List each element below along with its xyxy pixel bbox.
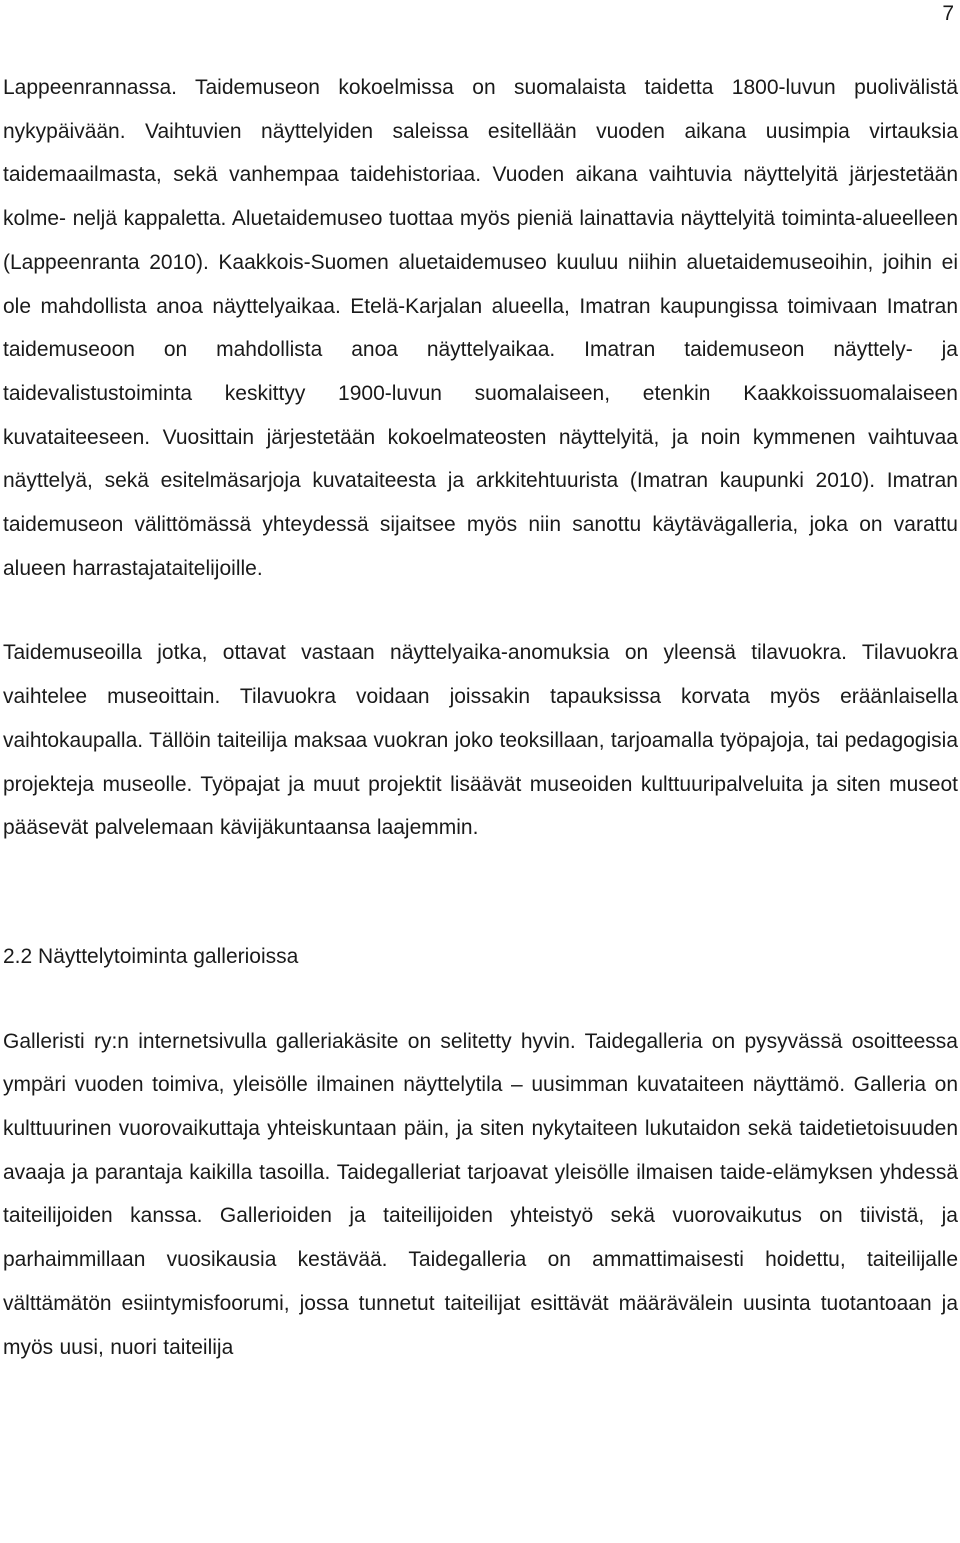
document-body bbox=[3, 66, 958, 1369]
page-number: 7 bbox=[942, 2, 954, 25]
paragraph-spacer bbox=[3, 590, 958, 631]
section-spacer bbox=[3, 850, 958, 935]
heading-spacer bbox=[3, 979, 958, 1020]
section-heading: 2.2 Näyttelytoiminta gallerioissa bbox=[3, 944, 299, 968]
paragraph-space-rental: Taidemuseoilla jotka, ottavat vastaan näyttelyaika-anomuksia on yleensä tilavuokra. Tilavuokra vaihtelee museoittain. Tilavuokra voidaan joissakin tapauksissa korvata myös eräänlaisella vaihtokaupalla. Tällöin taiteilija maksaa vuokran joko teoksillaan, tarjoamalla työpajoja, tai pedagogisia projekteja museolle. Työpajat ja muut projektit lisäävät museoiden kulttuuripalveluita ja siten museot pääsevät palvelemaan kävijäkuntaansa laajemmin. bbox=[3, 641, 958, 840]
paragraph-gallery-definition: Galleristi ry:n internetsivulla galleriakäsite on selitetty hyvin. Taidegalleria on pysyvässä osoitteessa ympäri vuoden toimiva, yleisölle ilmainen näyttelytila – uusimman kuvataiteen näyttämö. Galleria on kulttuurinen vuorovaikuttaja yhteiskuntaan päin, ja siten nykytaiteen lukutaidon sekä taidetietoisuuden avaaja ja parantaja kaikilla tasoilla. Taidegalleriat tarjoavat yleisölle ilmaisen taide-elämyksen yhdessä taiteilijoiden kanssa. Gallerioiden ja taiteilijoiden yhteistyö sekä vuorovaikutus on tiivistä, ja parhaimmillaan vuosikausia kestävää. Taidegalleria on ammattimaisesti hoidettu, taiteilijalle välttämätön esiintymisfoorumi, jossa tunnetut taiteilijat esittävät määrävälein uusinta tuotantoaan ja myös uusi, nuori taiteilija bbox=[3, 1029, 958, 1359]
paragraph-museum-exhibitions: Lappeenrannassa. Taidemuseon kokoelmissa on suomalaista taidetta 1800-luvun puolivälistä nykypäivään. Vaihtuvien näyttelyiden saleissa esitellään vuoden aikana uusimpia virtauksia taidemaailmasta, sekä vanhempaa taidehistoriaa. Vuoden aikana vaihtuvia näyttelyitä järjestetään kolme- neljä kappaletta. Aluetaidemuseo tuottaa myös pieniä lainattavia näyttelyitä toiminta-alueelleen (Lappeenranta 2010). Kaakkois-Suomen aluetaidemuseo kuuluu niihin aluetaidemuseoihin, joihin ei ole mahdollista anoa näyttelyaikaa. Etelä-Karjalan alueella, Imatran kaupungissa toimivaan Imatran taidemuseoon on mahdollista anoa näyttelyaikaa. Imatran taidemuseon näyttely- ja taidevalistustoiminta keskittyy 1900-luvun suomalaiseen, etenkin Kaakkoissuomalaiseen kuvataiteeseen. Vuosittain järjestetään kokoelmateosten näyttelyitä, ja noin kymmenen vaihtuvaa näyttelyä, sekä esitelmäsarjoja kuvataiteesta ja arkkitehtuurista (Imatran kaupunki 2010). Imatran taidemuseon välittömässä yhteydessä sijaitsee myös niin sanottu käytävägalleria, joka on varattu alueen harrastajataitelijoille. bbox=[3, 76, 958, 580]
